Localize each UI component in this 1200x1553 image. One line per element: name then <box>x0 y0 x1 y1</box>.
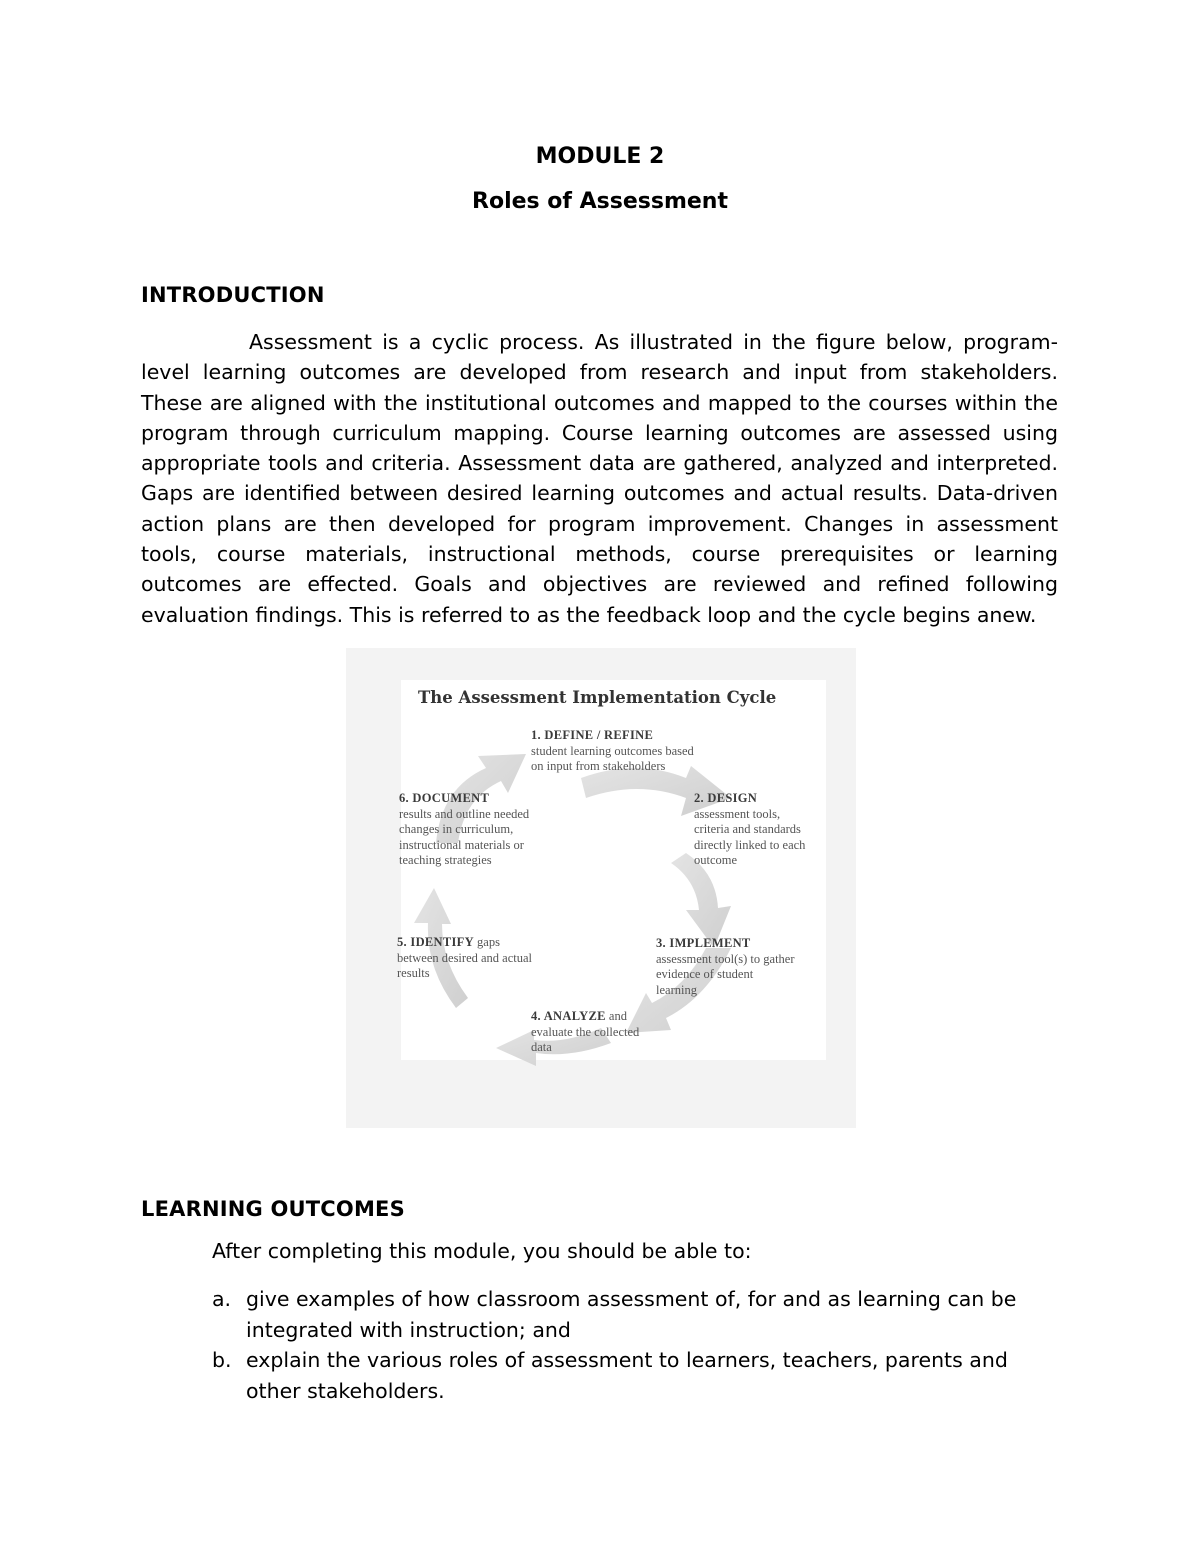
step-text: gaps between desired and actual results <box>397 935 533 980</box>
step-text: assessment tools, criteria and standards directly linked to each outcome <box>694 806 806 867</box>
cycle-step-analyze <box>531 1009 661 1056</box>
module-subtitle: Roles of Assessment <box>472 189 728 214</box>
list-item-text: explain the various roles of assessment to learners, teachers, parents and other stakeholders. <box>246 1348 1008 1403</box>
step-text: and evaluate the collected data <box>531 1009 640 1054</box>
step-text: results and outline needed changes in curriculum, instructional materials or teaching strategies <box>399 806 530 867</box>
learning-outcomes-list <box>212 1284 1042 1406</box>
step-text: assessment tool(s) to gather evidence of student learning <box>656 951 795 997</box>
list-marker: a. <box>212 1287 232 1311</box>
list-item <box>212 1345 1042 1406</box>
step-label: 5. IDENTIFY <box>397 935 474 949</box>
cycle-arrows-graphic <box>346 648 856 1128</box>
figure-title: The Assessment Implementation Cycle <box>418 688 777 707</box>
cycle-step-define <box>531 728 701 775</box>
assessment-cycle-figure <box>346 648 856 1128</box>
step-label: 6. DOCUMENT <box>399 791 490 805</box>
module-title: MODULE 2 <box>535 144 665 169</box>
list-item-text: give examples of how classroom assessment of, for and as learning can be integrated with instruction; and <box>246 1287 1017 1342</box>
list-item <box>212 1284 1042 1345</box>
cycle-step-document <box>399 791 549 869</box>
cycle-step-implement <box>656 936 796 998</box>
step-text: student learning outcomes based on input from stakeholders <box>531 743 694 773</box>
step-label: 2. DESIGN <box>694 791 758 805</box>
introduction-paragraph: Assessment is a cyclic process. As illustrated in the figure below, program-level learning outcomes are developed from research and input from stakeholders. These are aligned with the institutional outcomes and mapped to the courses within the program through curriculum mapping. Course learning outcomes are assessed using appropriate tools and criteria. Assessment data are gathered, analyzed and interpreted. Gaps are identified between desired learning outcomes and actual results. Data-driven action plans are then developed for program improvement. Changes in assessment tools, course materials, instructional methods, course prerequisites or learning outcomes are effected. Goals and objectives are reviewed and refined following evaluation findings. This is referred to as the feedback loop and the cycle begins anew. <box>141 330 1058 627</box>
cycle-step-identify <box>397 935 537 982</box>
cycle-step-design <box>694 791 809 869</box>
step-label: 4. ANALYZE <box>531 1009 606 1023</box>
step-label: 3. IMPLEMENT <box>656 936 751 950</box>
learning-outcomes-intro: After completing this module, you should be able to: <box>212 1239 752 1263</box>
list-marker: b. <box>212 1348 232 1372</box>
introduction-heading: INTRODUCTION <box>141 283 325 307</box>
learning-outcomes-heading: LEARNING OUTCOMES <box>141 1197 405 1221</box>
step-label: 1. DEFINE / REFINE <box>531 728 654 742</box>
